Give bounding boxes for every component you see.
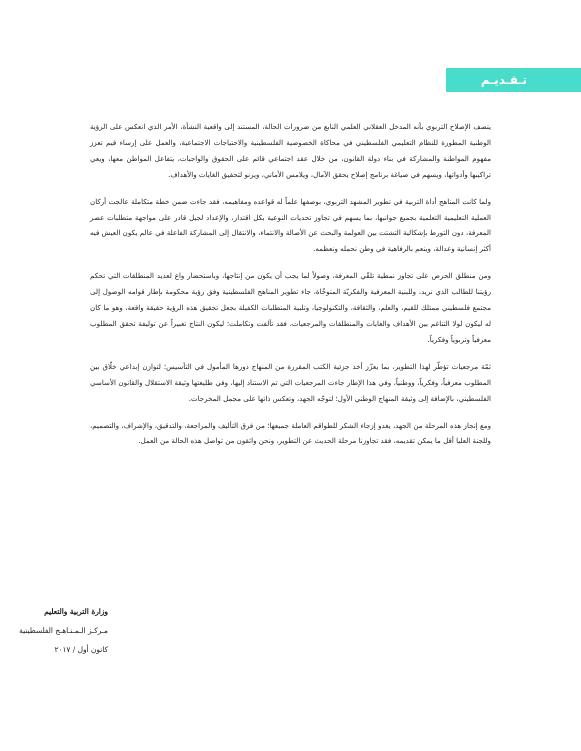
curriculum-center-name: مـركـز الـمـنـاهـج الفلسطينية xyxy=(19,626,108,635)
foreword-body xyxy=(90,119,491,460)
paragraph: ولما كانت المناهج أداة التربية في تطوير المشهد التربوي، بوصفها علماً له قواعده ومفاهيمه، فقد جاءت ضمن خطة متكاملة عالجت أركان العملية التعليمية التعلمية بجميع جوانبها، بما يسهم في تجاوز تحديات النوعية بكل اقتدار، والإعداد لجيل قادر على مواجهة متطلبات عصر المعرفة، دون التورط بإشكالية التشتت بين العولمة والبحث عن الأصالة والانتماء، والانتقال إلى المشاركة الفاعلة في عالم يكون العيش فيه أكثر إنسانية وعدالة، وينعم بالرفاهية في وطن نحمله ونعظمه. xyxy=(90,196,491,254)
section-title-banner: تـقـديـم xyxy=(446,68,581,92)
paragraph: يتصف الإصلاح التربوي بأنه المدخل العقلاني العلمي النابع من ضرورات الحالة، المستند إلى واقعية النشأة، الأمر الذي انعكس على الرؤية الوطنية المطورة للنظام التعليمي الفلسطيني في محاكاة الخصوصية الفلسطينية والاحتياجات الاجتماعية، والعمل على إرساء قيم تعزز مفهوم المواطنة والمشاركة في بناء دولة القانون، من خلال عقد اجتماعي قائم على الحقوق والواجبات، يتفاعل المواطن معها، ويعي تراكيبها وأدواتها، ويسهم في صياغة برنامج إصلاح يحقق الآمال، ويلامس الأماني، ويرنو لتحقيق الغايات والأهداف. xyxy=(90,122,491,179)
paragraph: ثمّة مرجعيات تؤطّر لهذا التطوير، بما يعزّز أخذ جزئية الكتب المقررة من المنهاج دورها المأمول في التأسيس؛ لتوازن إبداعي خلّاق بين المطلوب معرفياً، وفكرياً، ووطنياً، وفي هذا الإطار جاءت المرجعيات التي تم الاستناد إليها، وفي طليعتها وثيقة الاستقلال والقانون الأساسي الفلسطيني، بالإضافة إلى وثيقة المنهاج الوطني الأول؛ لتوجّه الجهد، وتعكس ذاتها على مجمل المخرجات. xyxy=(90,361,491,403)
paragraph: ومع إنجاز هذه المرحلة من الجهد، يغدو إزجاء الشكر للطواقم العاملة جميعها؛ من فرق التأليف والمراجعة، والتدقيق، والإشراف، والتصميم، وللجنة العليا أقل ما يمكن تقديمه، فقد تجاوزنا مرحلة الحديث عن التطوير، ونحن واثقون من تواصل هذه الحالة من العمل. xyxy=(90,420,491,446)
signature-block xyxy=(19,602,108,659)
paragraph: ومن منطلق الحرص على تجاوز نمطية تلقّي المعرفة، وصولاً لما يجب أن يكون من إنتاجها، وباستحضار واع لعديد المنطلقات التي تحكم رؤيتنا للطالب الذي نريد، وللبنية المعرفية والفكريّة المتوخّاة، جاء تطوير المناهج الفلسطينية وفق رؤية محكومة بإطار قوامه الوصول إلى مجتمع فلسطيني ممتلك للقيم، والعلم، والثقافة، والتكنولوجيا، وتلبية المتطلبات الكفيلة بجعل تحقيق هذه الرؤية حقيقة واقعة، وهو ما كان له ليكون لولا التناغم بين الأهداف والغايات والمنطلقات والمرجعيات، فقد تآلفت وتكاملت؛ ليكون النتاج تعبيراً عن توليفة تحقق المطلوب معرفياً وتربوياً وفكرياً. xyxy=(90,271,491,344)
date-line: كانون أول / ٢٠١٧ xyxy=(54,645,108,654)
ministry-name: وزارة التربية والتعليم xyxy=(44,607,108,616)
